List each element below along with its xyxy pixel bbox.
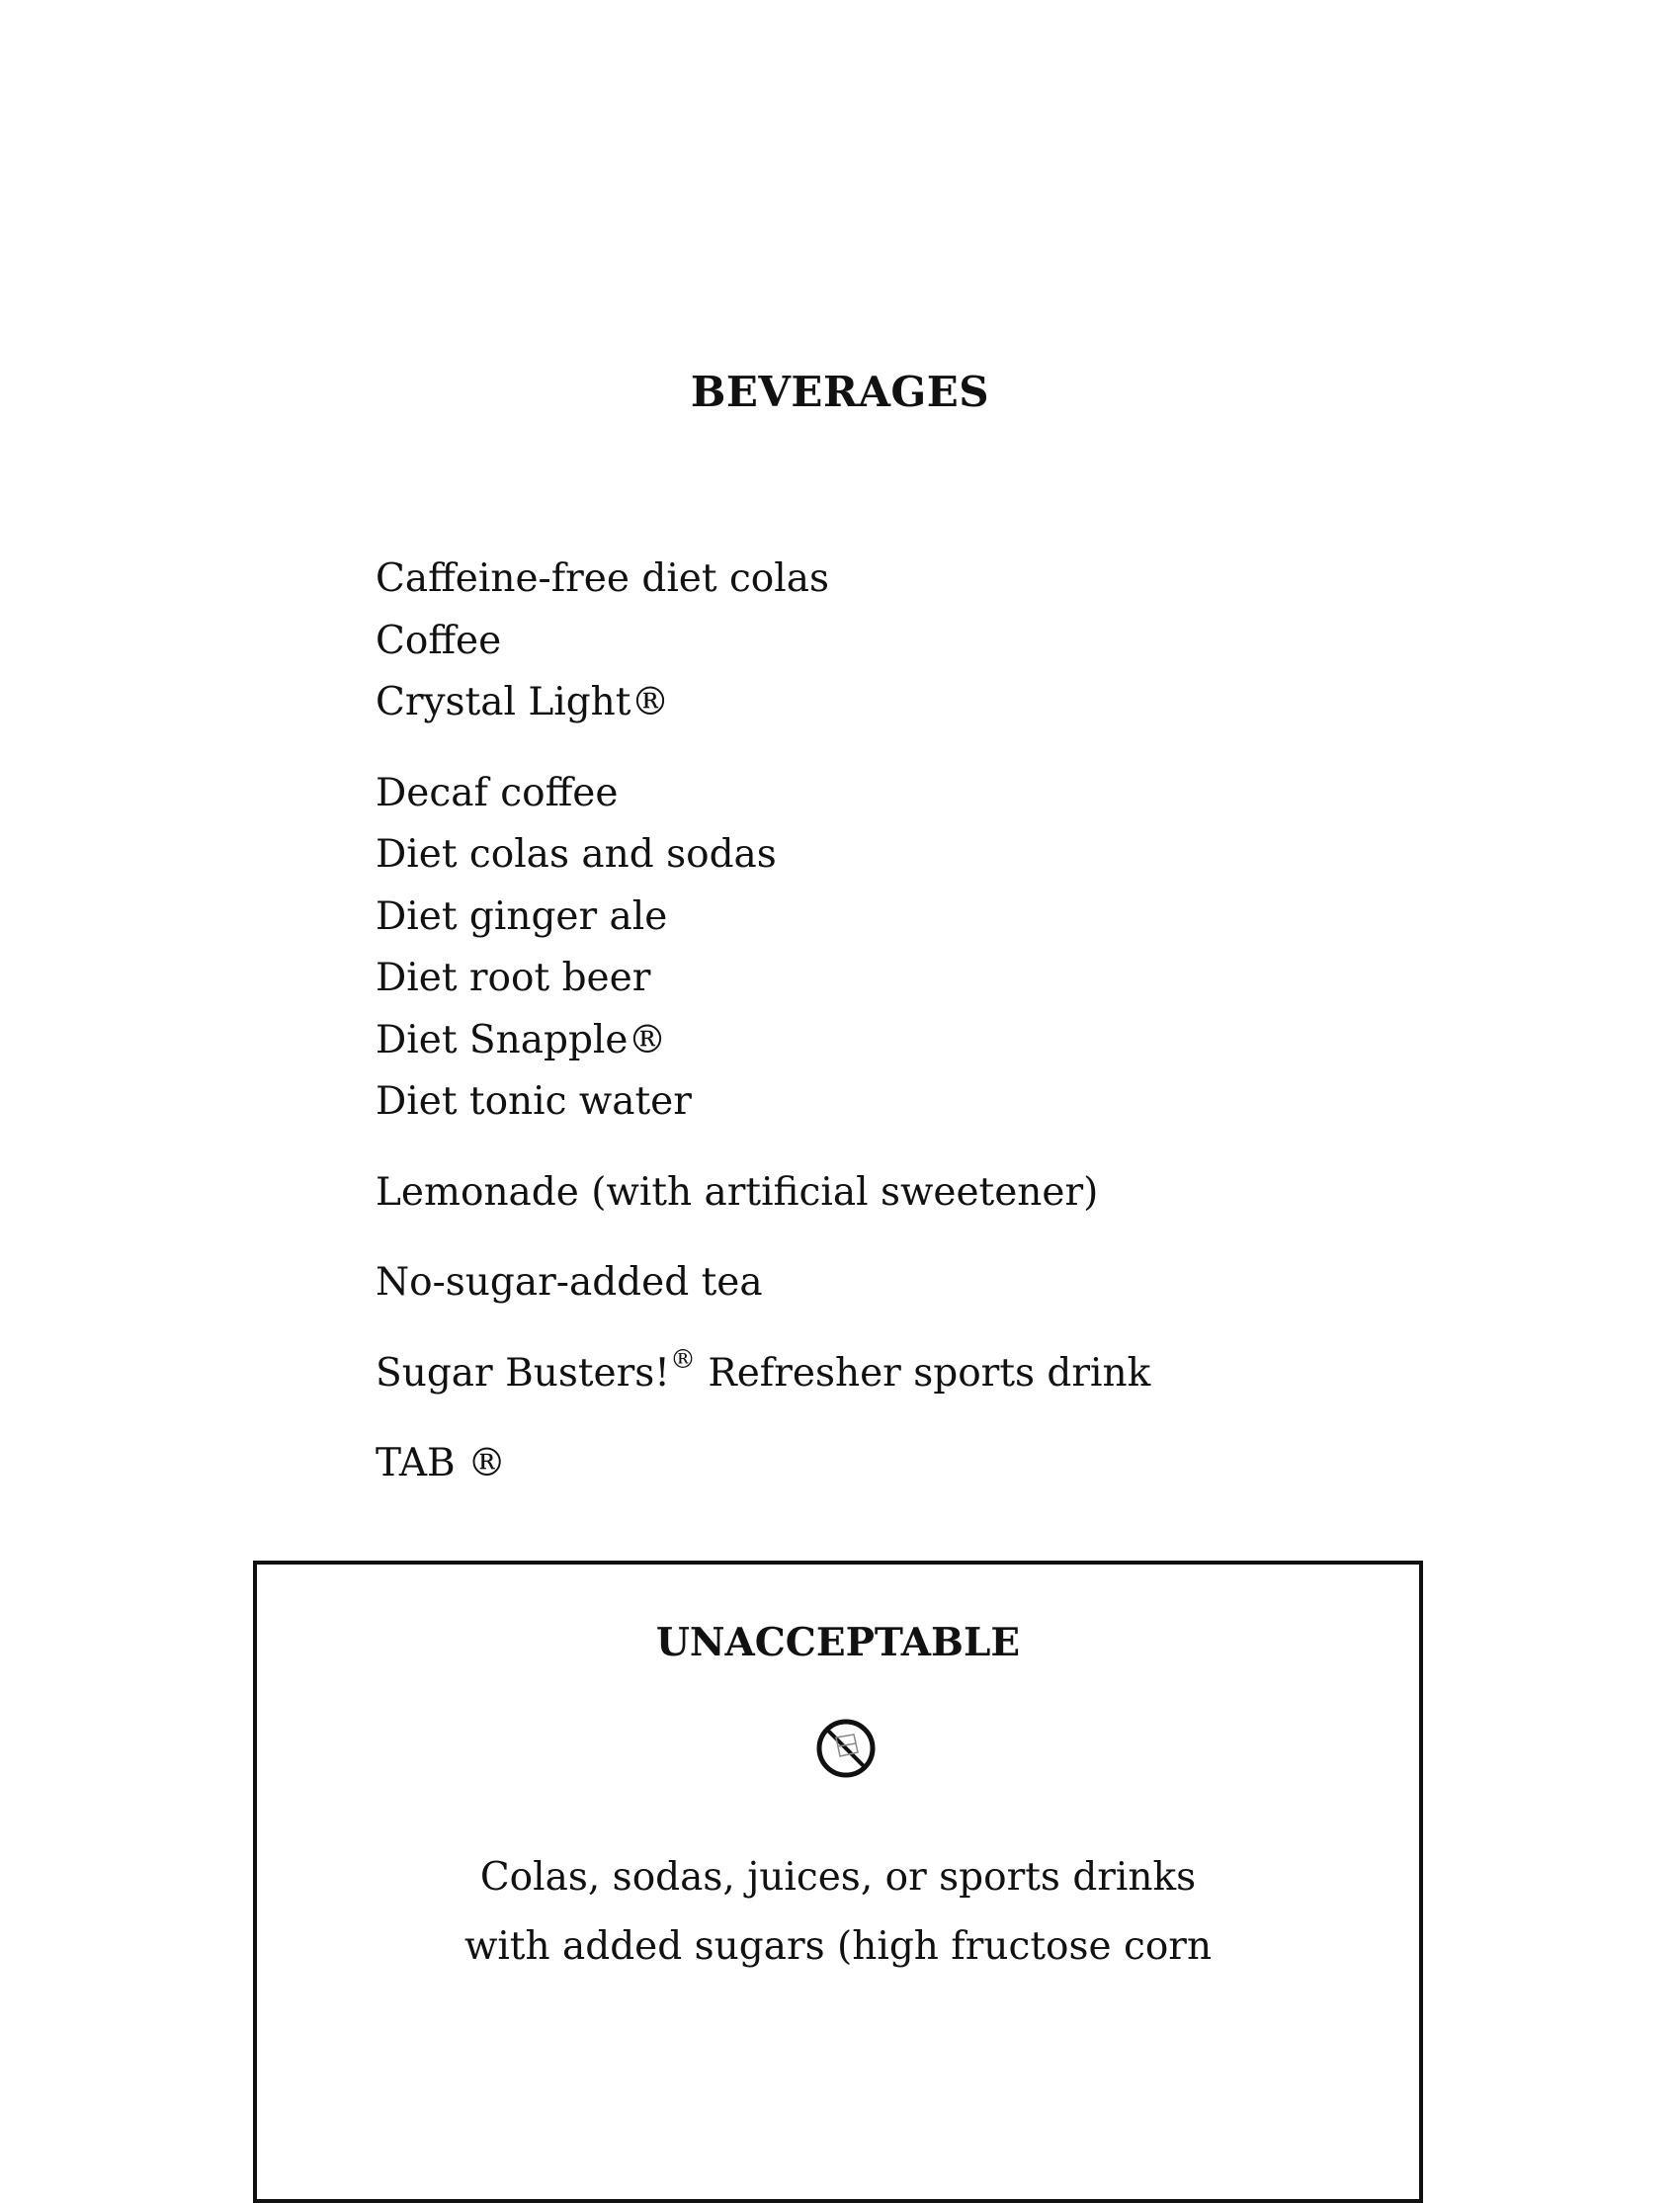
beverage-item: Crystal Light® bbox=[376, 680, 670, 724]
beverage-item: Diet tonic water bbox=[376, 1079, 692, 1124]
beverage-item: Coffee bbox=[376, 618, 502, 663]
beverage-item: Caffeine-free diet colas bbox=[376, 556, 830, 601]
unacceptable-description bbox=[257, 1843, 1419, 1982]
beverage-group bbox=[376, 1433, 1150, 1495]
registered-mark: ® bbox=[669, 1344, 696, 1375]
beverage-item-suffix: Refresher sports drink bbox=[695, 1350, 1151, 1396]
beverage-group bbox=[376, 1252, 1150, 1314]
unacceptable-title: UNACCEPTABLE bbox=[655, 1620, 1021, 1665]
no-symbol-icon bbox=[814, 1717, 878, 1780]
beverage-item: Diet root beer bbox=[376, 956, 651, 1000]
unacceptable-box bbox=[253, 1561, 1423, 2203]
beverage-item: Decaf coffee bbox=[376, 770, 619, 815]
beverage-group bbox=[376, 763, 1150, 1134]
beverage-item: TAB ® bbox=[376, 1441, 507, 1485]
beverage-item: Diet colas and sodas bbox=[376, 832, 777, 877]
acceptable-beverage-list bbox=[376, 549, 1150, 1524]
beverage-group bbox=[376, 1343, 1150, 1405]
beverage-item: Diet ginger ale bbox=[376, 893, 668, 939]
beverage-item: Diet Snapple® bbox=[376, 1017, 667, 1062]
beverage-group bbox=[376, 1162, 1150, 1225]
beverage-group bbox=[376, 549, 1150, 734]
beverage-item-name: Sugar Busters! bbox=[376, 1350, 670, 1396]
description-line: with added sugars (high fructose corn bbox=[463, 1924, 1213, 1969]
beverage-item-sugar-busters bbox=[376, 1343, 1150, 1405]
description-line: Colas, sodas, juices, or sports drinks bbox=[479, 1855, 1197, 1900]
beverage-item: No-sugar-added tea bbox=[376, 1260, 763, 1305]
beverage-item: Lemonade (with artificial sweetener) bbox=[376, 1169, 1099, 1215]
page-title: BEVERAGES bbox=[690, 368, 990, 416]
